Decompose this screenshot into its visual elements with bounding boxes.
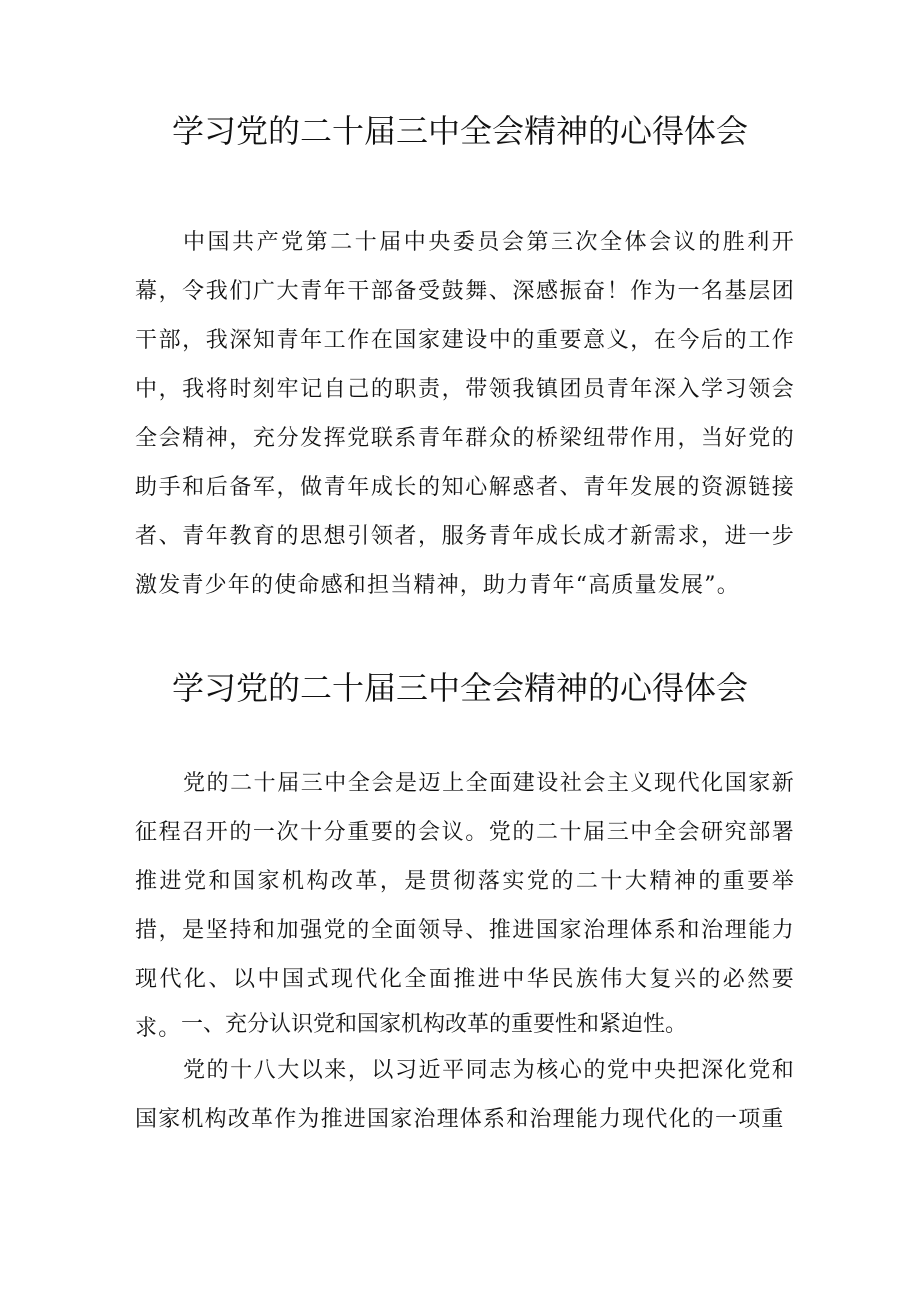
section-1-paragraph: 中国共产党第二十届中央委员会第三次全体会议的胜利开幕，令我们广大青年干部备受鼓舞、深感振奋！作为一名基层团干部，我深知青年工作在国家建设中的重要意义，在今后的工作中，我将时刻牢记自己的职责，带领我镇团员青年深入学习领会全会精神，充分发挥党联系青年群众的桥梁纽带作用，当好党的助手和后备军，做青年成长的知心解惑者、青年发展的资源链接者、青年教育的思想引领者，服务青年成长成才新需求，进一步激发青少年的使命感和担当精神，助力青年“高质量发展”。 xyxy=(135,230,795,598)
section-2-paragraph-2: 党的十八大以来，以习近平同志为核心的党中央把深化党和国家机构改革作为推进国家治理体系和治理能力现代化的一项重 xyxy=(135,1058,795,1132)
section-1-title: 学习党的二十届三中全会精神的心得体会 xyxy=(171,112,748,150)
section-2-subheading: 一、充分认识党和国家机构改革的重要性和紧迫性。 xyxy=(181,1012,688,1037)
section-2-title: 学习党的二十届三中全会精神的心得体会 xyxy=(171,669,748,707)
section-2-paragraph: 党的二十届三中全会是迈上全面建设社会主义现代化国家新征程召开的一次十分重要的会议。党的二十届三中全会研究部署推进党和国家机构改革，是贯彻落实党的二十大精神的重要举措，是坚持和加强党的全面领导、推进国家治理体系和治理能力现代化、以中国式现代化全面推进中华民族伟大复兴的必然要求。 xyxy=(135,771,795,1041)
